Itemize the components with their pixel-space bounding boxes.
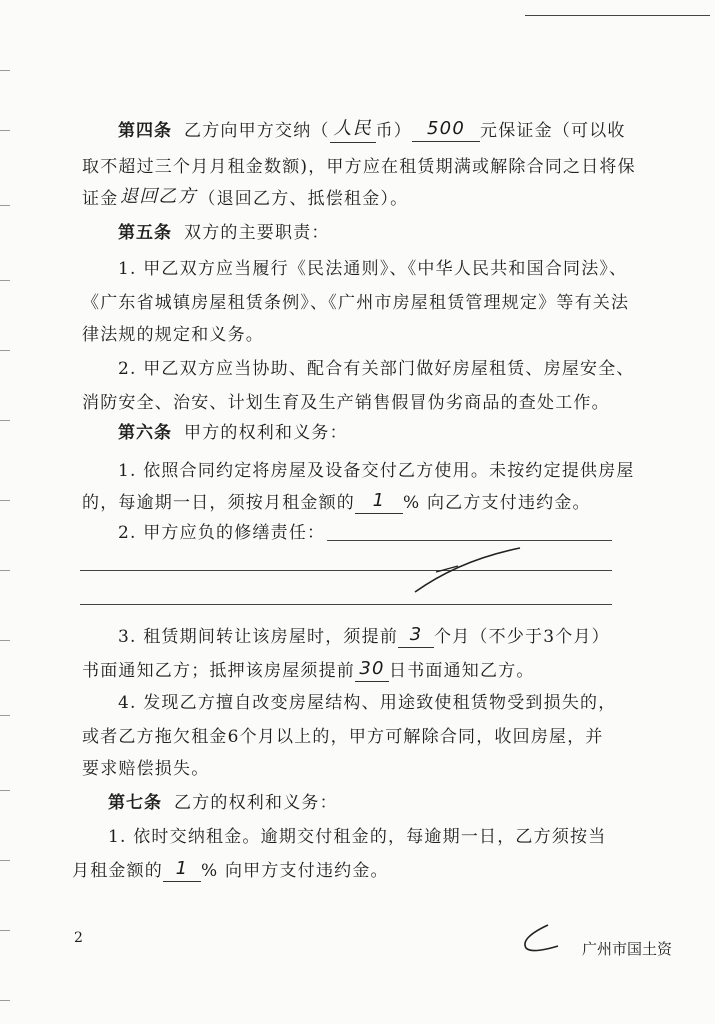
art6-item3-line2: 书面通知乙方；抵押该房屋须提前 30 日书面通知乙方。	[82, 658, 535, 681]
art6-item3-line1: 3. 租赁期间转让该房屋时，须提前 3 个月（不少于3个月）	[118, 624, 610, 647]
art6-heading: 第六条	[118, 423, 172, 443]
art7-item1-line2: 月租金额的 1 % 向甲方支付违约金。	[72, 858, 389, 881]
art6-item1-line2: 的，每逾期一日，须按月租金额的 1 % 向乙方支付违约金。	[82, 490, 591, 513]
art4-line3: 证金退回乙方（退回乙方、抵偿租金）。	[82, 186, 409, 209]
art4-heading: 第四条	[118, 121, 172, 141]
strike-through-scribble	[415, 548, 520, 592]
deposit-amount-blank: 500	[412, 120, 480, 142]
art6-item4-line2: 或者乙方拖欠租金6个月以上的，甲方可解除合同，收回房屋，并	[82, 727, 604, 747]
art5-item1-line3: 律法规的规定和义务。	[82, 325, 264, 345]
page-number: 2	[74, 930, 83, 946]
art5-item1-line2: 《广东省城镇房屋租赁条例》、《广州市房屋租赁管理规定》等有关法	[82, 293, 630, 313]
art7-item1-line1: 1. 依时交纳租金。逾期交付租金的，每逾期一日，乙方须按当	[108, 827, 607, 847]
art7-heading-line: 第七条 乙方的权利和义务：	[108, 793, 338, 813]
art6-item4-line1: 4. 发现乙方擅自改变房屋结构、用途致使租赁物受到损失的，	[118, 693, 617, 713]
art5-item2-line1: 2. 甲乙双方应当协助、配合有关部门做好房屋租赁、房屋安全、	[118, 359, 635, 379]
transfer-notice-blank: 3	[398, 626, 434, 648]
art7-heading: 第七条	[108, 793, 162, 813]
art6-penalty-blank: 1	[355, 492, 403, 514]
currency-blank: 人民	[330, 116, 376, 143]
art5-heading: 第五条	[118, 223, 172, 243]
art5-heading-line: 第五条 双方的主要职责：	[118, 223, 330, 243]
art5-item2-line2: 消防安全、治安、计划生育及生产销售假冒伪劣商品的查处工作。	[82, 393, 610, 413]
mortgage-notice-blank: 30	[355, 660, 389, 682]
art6-item2: 2. 甲方应负的修缮责任：	[118, 523, 326, 543]
art6-item1-line1: 1. 依照合同约定将房屋及设备交付乙方使用。未按约定提供房屋	[118, 461, 635, 481]
art7-penalty-blank: 1	[163, 860, 201, 882]
footer-text: 广州市国土资	[582, 940, 673, 958]
art6-item4-line3: 要求赔偿损失。	[82, 759, 210, 779]
art5-item1-line1: 1. 甲乙双方应当履行《民法通则》、《中华人民共和国合同法》、	[118, 259, 628, 279]
deposit-handling-blank: 退回乙方	[120, 186, 197, 207]
handwritten-initial-mark	[525, 925, 558, 951]
art4-line2: 取不超过三个月月租金数额)，甲方应在租赁期满或解除合同之日将保	[82, 157, 636, 177]
art6-heading-line: 第六条 甲方的权利和义务：	[118, 423, 348, 443]
art4-line1: 第四条 乙方向甲方交纳（ 人民 币） 500 元保证金（可以收	[118, 118, 626, 141]
